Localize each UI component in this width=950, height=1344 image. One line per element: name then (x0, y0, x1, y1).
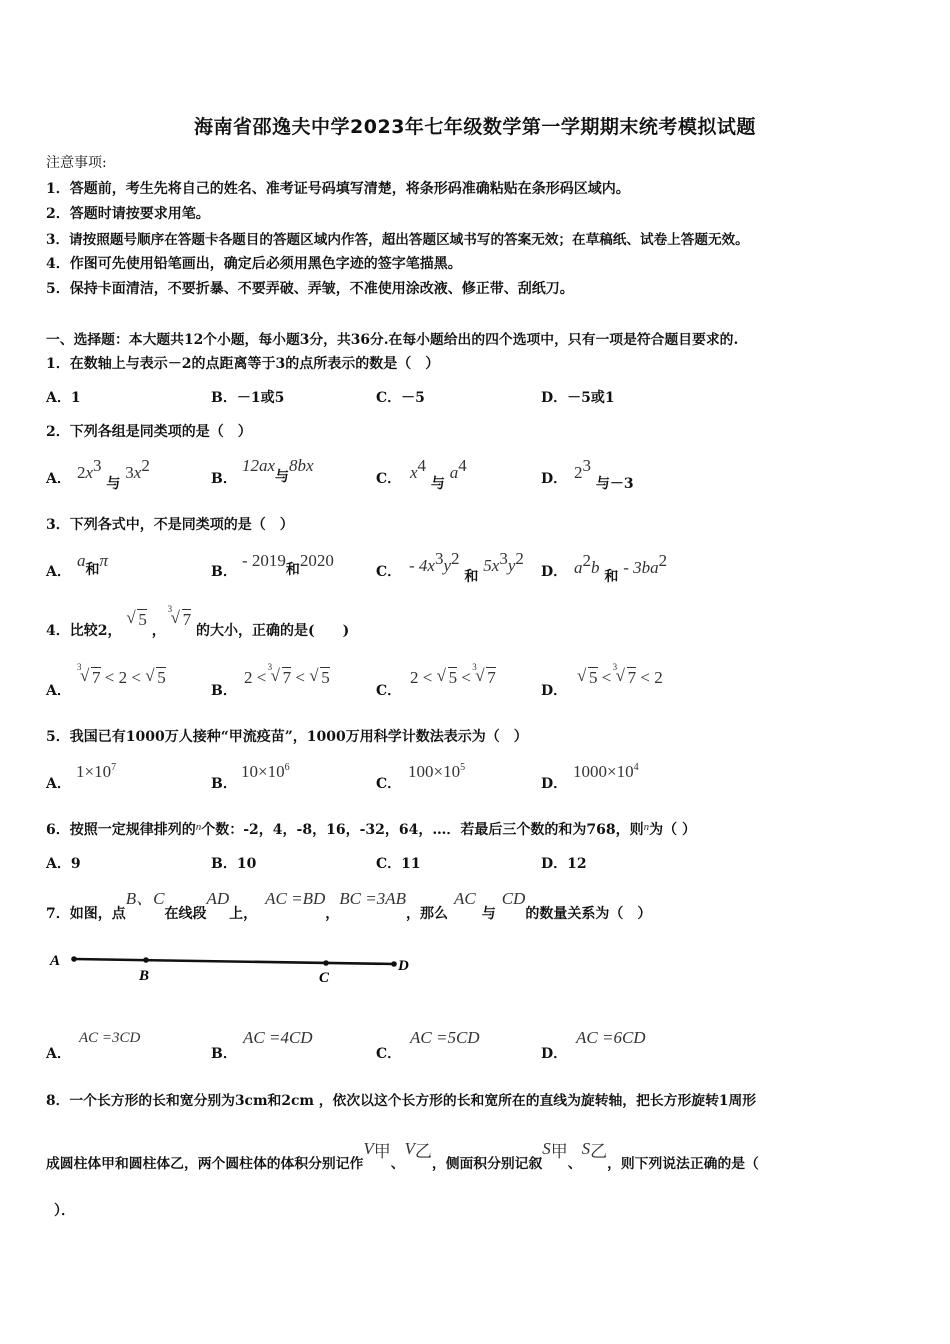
q2-option-b-expr: 12ax与8bx (242, 456, 314, 485)
q5-option-c-expr: $100\times 10^5$ (408, 762, 466, 781)
q7-option-a-label: A． (46, 1046, 71, 1062)
q2-option-c-expr: $x^4$ 与 $a^4$ (410, 456, 467, 492)
question-8-line-3: ）． (54, 1203, 75, 1219)
q4-option-d-label: D． (541, 683, 568, 699)
q3-option-a-label: A． (46, 564, 71, 580)
label-d: D (398, 958, 409, 974)
q7-option-b-expr: AC =4CD (243, 1028, 313, 1047)
question-7-stem: 7．如图，点B、C在线段AD上，AC =BD，BC =3AB，那么AC与CD的数量关系为（ ） (46, 889, 652, 922)
q6-option-b: B．10 (211, 856, 257, 872)
question-6-stem: 6．按照一定规律排列的$^n$个数：-2，4，-8，16，-32，64，…．若最后三个数的和为768，则$^n$为（ ） (46, 821, 696, 838)
label-c: C (319, 970, 330, 986)
q3-option-c-expr: - $4x^3y^2$ 和 $5x^3y^2$ (409, 549, 524, 585)
q7-option-b-label: B． (211, 1046, 237, 1062)
q4-option-b-label: B． (211, 683, 237, 699)
q7-option-a-expr: AC =3CD (79, 1030, 141, 1046)
question-4-stem: 4．比较2， √ 5 ， 3 √ 7 的大小，正确的是( ) (46, 604, 350, 639)
q3-option-b-label: B． (211, 564, 237, 580)
q2-option-d-label: D． (541, 471, 568, 487)
q5-option-a-label: A． (46, 776, 71, 792)
q6-option-a: A．9 (46, 856, 81, 872)
q4-option-c-expr: 2 < √ 5 < 3 √ 7 (410, 662, 496, 687)
q1-option-b: B．－1或5 (211, 390, 285, 406)
notes-heading: 注意事项: (46, 155, 107, 171)
q3-option-d-label: D． (541, 564, 568, 580)
question-2-stem: 2．下列各组是同类项的是（ ） (46, 424, 252, 440)
note-item: 1．答题前，考生先将自己的姓名、准考证号码填写清楚，将条形码准确粘贴在条形码区域内。 (46, 181, 630, 197)
point-d (391, 961, 397, 967)
segment-ad (74, 959, 394, 964)
q7-option-c-label: C． (376, 1046, 402, 1062)
point-c (323, 960, 329, 966)
q5-option-b-expr: $10\times 10^6$ (241, 762, 290, 781)
note-item: 2．答题时请按要求用笔。 (46, 206, 210, 222)
question-1-stem: 1．在数轴上与表示－2的点距离等于3的点所表示的数是（ ） (46, 356, 440, 372)
q3-option-d-expr: $a^2b$ 和 - $3ba^2$ (574, 551, 668, 585)
note-item: 4．作图可先使用铅笔画出，确定后必须用黑色字迹的签字笔描黑。 (46, 256, 462, 272)
question-8-line-1: 8．一个长方形的长和宽分别为3cm和2cm ，依次以这个长方形的长和宽所在的直线为旋转轴，把长方形旋转1周形 (46, 1093, 757, 1109)
q4-option-c-label: C． (376, 683, 402, 699)
q1-option-c: C．－5 (376, 390, 425, 406)
q5-option-a-expr: $1\times 10^7$ (76, 762, 117, 781)
q2-option-c-label: C． (376, 471, 402, 487)
section-heading: 一、选择题：本大题共12个小题，每小题3分，共36分.在每小题给出的四个选项中，只有一项是符合题目要求的. (46, 332, 739, 348)
label-a: A (50, 953, 61, 969)
q4-option-a-label: A． (46, 683, 71, 699)
q5-option-c-label: C． (376, 776, 402, 792)
q5-option-d-expr: $1000\times 10^4$ (573, 762, 639, 781)
q5-option-b-label: B． (211, 776, 237, 792)
q3-option-c-label: C． (376, 564, 402, 580)
q4-option-d-expr: √ 5 < 3 √ 7 < 2 (577, 662, 663, 687)
q3-option-b-expr: - 2019和2020 (242, 551, 334, 578)
page-title: 海南省邵逸夫中学2023年七年级数学第一学期期末统考模拟试题 (194, 116, 756, 138)
question-5-stem: 5．我国已有1000万人接种“甲流疫苗”，1000万用科学计数法表示为（ ） (46, 729, 528, 745)
q4-option-b-expr: 2 < 3 √ 7 < √ 5 (244, 662, 330, 687)
q1-option-a: A．1 (46, 390, 81, 406)
q2-option-a-label: A． (46, 471, 71, 487)
q7-option-c-expr: AC =5CD (410, 1028, 480, 1047)
note-item: 3．请按照题号顺序在答题卡各题目的答题区域内作答，超出答题区域书写的答案无效；在草稿纸、试卷上答题无效。 (46, 232, 749, 248)
q2-option-d-expr: $2^3$ 与－3 (574, 456, 634, 492)
point-a (71, 956, 77, 962)
q7-option-d-expr: AC =6CD (576, 1028, 646, 1047)
label-b: B (139, 968, 150, 984)
q4-option-a-expr: 3 √ 7 < 2 < √ 5 (77, 662, 166, 687)
q7-option-d-label: D． (541, 1046, 568, 1062)
q1-option-d: D．－5或1 (541, 390, 615, 406)
q3-option-a-expr: a和π (77, 551, 109, 578)
q7-line-segment-figure (40, 940, 430, 990)
q2-option-b-label: B． (211, 471, 237, 487)
q5-option-d-label: D． (541, 776, 568, 792)
point-b (143, 957, 149, 963)
q6-option-d: D．12 (541, 856, 587, 872)
q6-option-c: C．11 (376, 856, 421, 872)
q2-option-a-expr: $2x^3$ 与 $3x^2$ (77, 456, 150, 492)
question-8-line-2: 成圆柱体甲和圆柱体乙，两个圆柱体的体积分别记作$V_甲$、$V_乙$，侧面积分别记叙$S_甲$、$S_乙$，则下列说法正确的是（ (46, 1139, 759, 1172)
note-item: 5．保持卡面清洁，不要折暴、不要弄破、弄皱，不准使用涂改液、修正带、刮纸刀。 (46, 281, 574, 297)
question-3-stem: 3．下列各式中，不是同类项的是（ ） (46, 517, 294, 533)
